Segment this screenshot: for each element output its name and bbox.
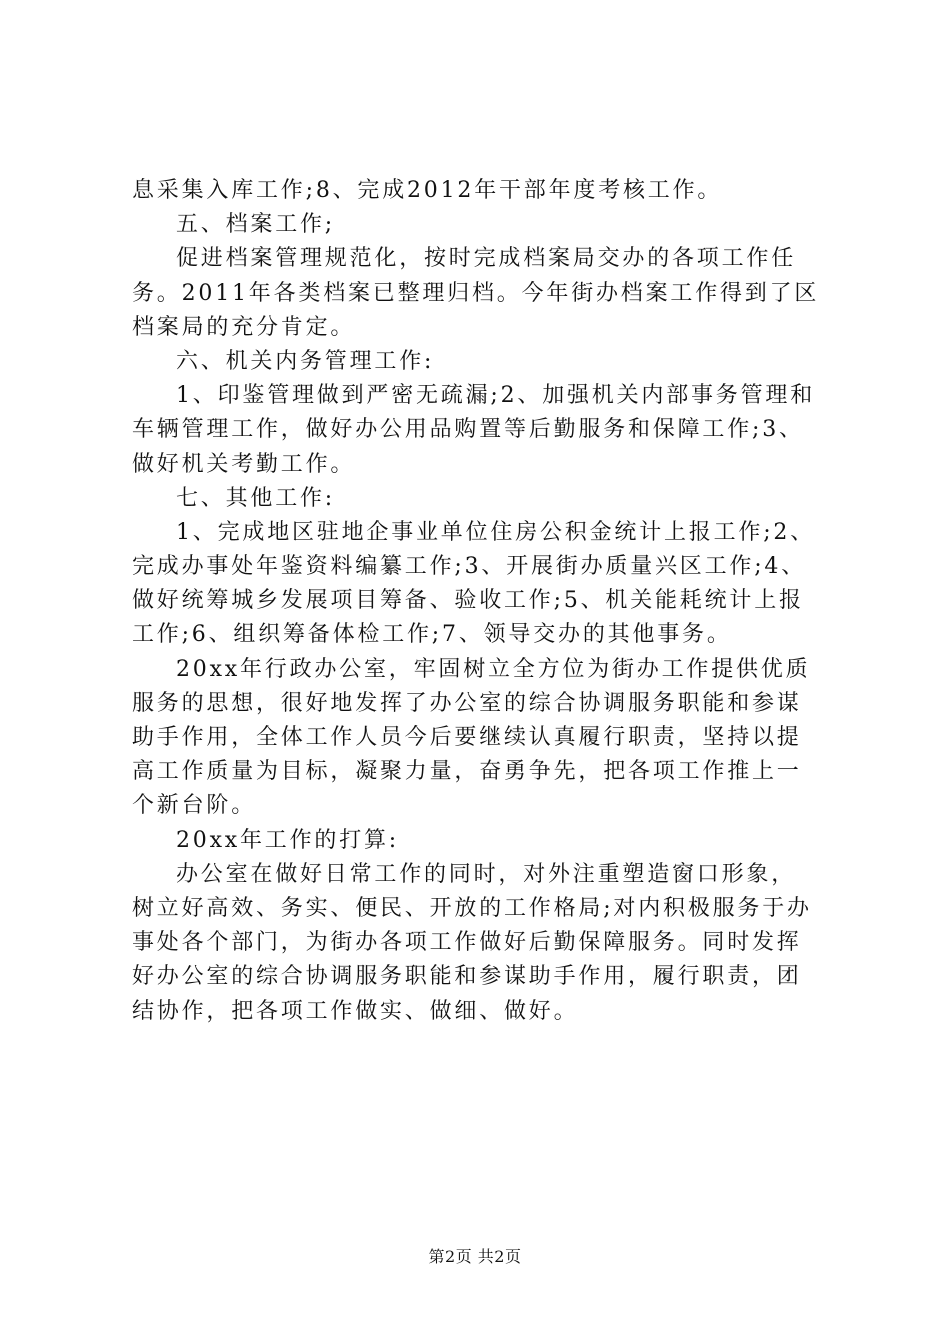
- text-line: 个新台阶。: [132, 793, 257, 819]
- text-line: 做好统筹城乡发展项目筹备、验收工作;5、机关能耗统计上报: [132, 588, 804, 614]
- text-line: 20xx年行政办公室，牢固树立全方位为街办工作提供优质: [176, 656, 811, 682]
- page-number-footer: 第2页 共2页: [428, 1247, 522, 1266]
- text-line: 1、完成地区驻地企事业单位住房公积金统计上报工作;2、: [176, 519, 816, 545]
- text-line: 助手作用，全体工作人员今后要继续认真履行职责，坚持以提: [132, 725, 802, 750]
- text-line: 1、印鉴管理做到严密无疏漏;2、加强机关内部事务管理和: [176, 383, 816, 409]
- text-line: 结协作，把各项工作做实、做细、做好。: [132, 998, 579, 1024]
- text-line: 档案局的充分肯定。: [132, 314, 356, 340]
- text-line: 事处各个部门，为街办各项工作做好后勤保障服务。同时发挥: [132, 930, 802, 956]
- document-body: [132, 174, 832, 1029]
- text-line: 促进档案管理规范化，按时完成档案局交办的各项工作任: [176, 246, 797, 272]
- text-line: 高工作质量为目标，凝聚力量，奋勇争先，把各项工作推上一: [132, 759, 802, 785]
- text-line: 息采集入库工作;8、完成2012年干部年度考核工作。: [132, 178, 723, 203]
- text-line: 树立好高效、务实、便民、开放的工作格局;对内积极服务于办: [132, 895, 812, 921]
- section-heading-other-work: 七、其他工作:: [176, 485, 336, 511]
- section-heading-internal-affairs: 六、机关内务管理工作:: [176, 348, 435, 374]
- text-line: 好办公室的综合协调服务职能和参谋助手作用，履行职责，团: [132, 964, 802, 990]
- text-line: 办公室在做好日常工作的同时，对外注重塑造窗口形象，: [176, 861, 797, 887]
- text-line: 服务的思想，很好地发挥了办公室的综合协调服务职能和参谋: [132, 690, 802, 716]
- text-line: 务。2011年各类档案已整理归档。今年街办档案工作得到了区: [132, 280, 820, 306]
- text-line: 完成办事处年鉴资料编纂工作;3、开展街办质量兴区工作;4、: [132, 554, 807, 580]
- text-line: 做好机关考勤工作。: [132, 451, 356, 477]
- section-heading-plan: 20xx年工作的打算:: [176, 827, 400, 853]
- text-line: 工作;6、组织筹备体检工作;7、领导交办的其他事务。: [132, 622, 732, 648]
- section-heading-archives: 五、档案工作;: [176, 212, 336, 238]
- text-line: 车辆管理工作，做好办公用品购置等后勤服务和保障工作;3、: [132, 417, 804, 443]
